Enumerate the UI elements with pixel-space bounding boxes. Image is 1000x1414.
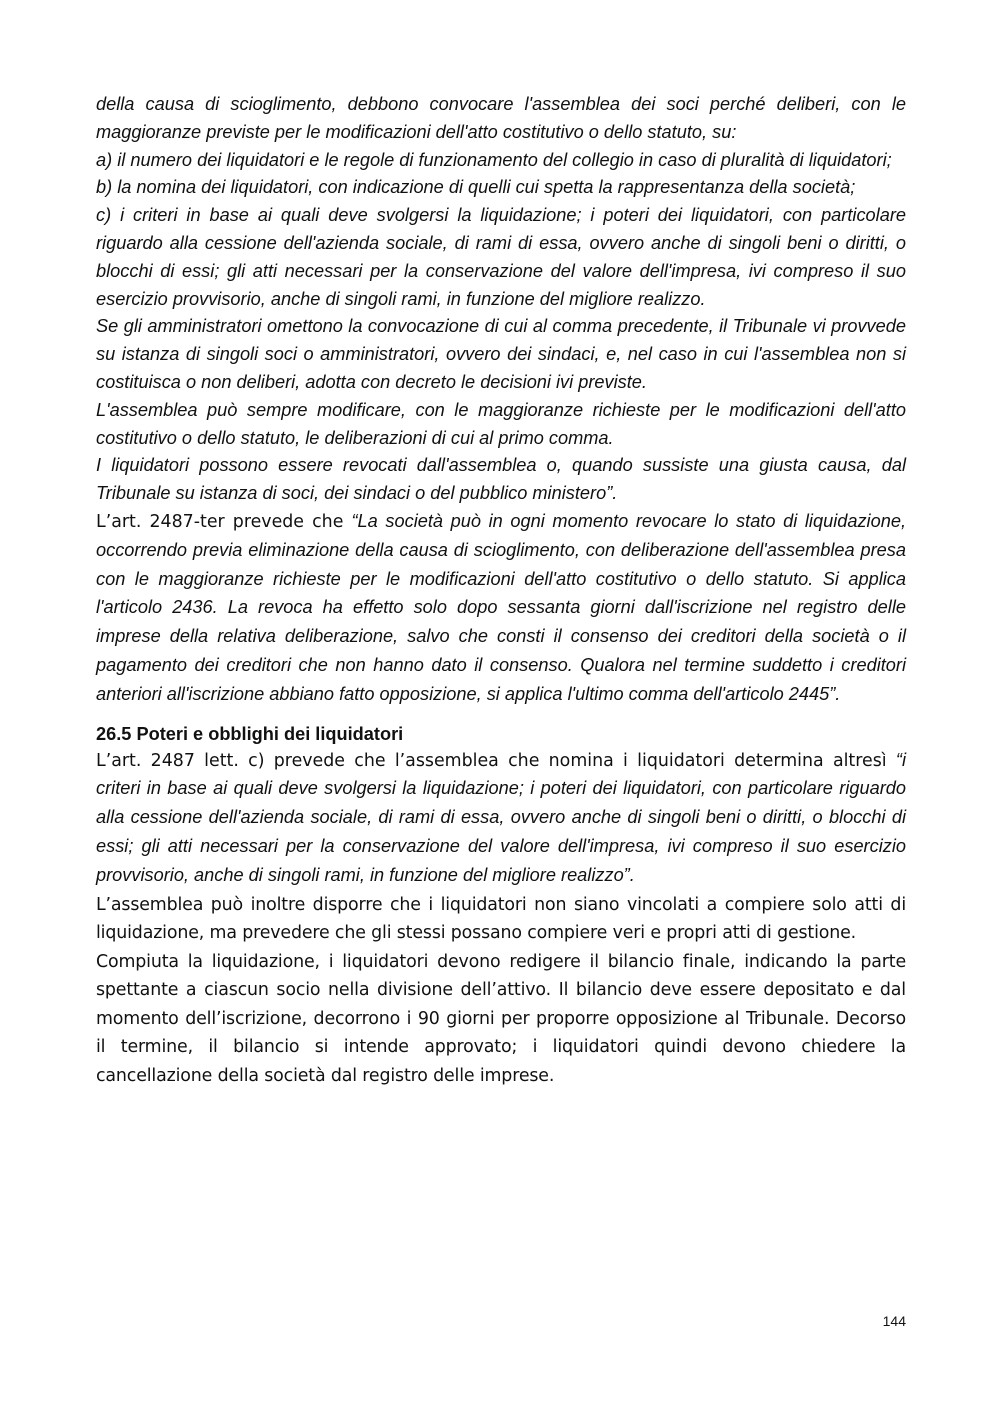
paragraph-atti-gestione: L’assemblea può inoltre disporre che i liquidatori non siano vincolati a compiere solo atti di liquidazione, ma prevedere che gli stessi possano compiere veri e propri atti di gestione.: [96, 894, 906, 944]
paragraph-art-2487-c: [96, 747, 906, 891]
art-2487-c-quote: “i criteri in base ai quali deve svolgersi la liquidazione; i poteri dei liquidatori, con particolare riguardo alla cessione dell'azienda sociale, di rami di essa, ovvero anche di singoli beni o diritti, o blocchi di essi; gli atti necessari per la conservazione del valore dell'impresa, ivi compreso il suo esercizio provvisorio, anche di singoli rami, in funzione del migliore realizzo”.: [96, 749, 906, 885]
paragraph-modifica: L'assemblea può sempre modificare, con le maggioranze richieste per le modificazioni dell'atto costitutivo o dello statuto, le deliberazioni di cui al primo comma.: [96, 399, 906, 448]
paragraph-bilancio-finale: Compiuta la liquidazione, i liquidatori devono redigere il bilancio finale, indicando la parte spettante a ciascun socio nella divisione dell’attivo. Il bilancio deve essere depositato e dal momento dell’iscrizione, decorrono i 90 giorni per proporre opposizione al Tribunale. Decorso il termine, il bilancio si intende approvato; i liquidatori quindi devono chiedere la cancellazione della società dal registro delle imprese.: [96, 951, 906, 1087]
paragraph-art-2487-ter: [96, 508, 906, 710]
document-page: [96, 91, 906, 1091]
art-2487-ter-quote: “La società può in ogni momento revocare lo stato di liquidazione, occorrendo previa eliminazione della causa di scioglimento, con deliberazione dell'assemblea presa con le maggioranze richieste per le modificazioni dell'atto costitutivo o dello statuto. Si applica l'articolo 2436. La revoca ha effetto solo dopo sessanta giorni dall'iscrizione nel registro delle imprese della relativa deliberazione, salvo che consti il consenso dei creditori della società o il pagamento dei creditori che non hanno dato il consenso. Qualora nel termine suddetto i creditori anteriori all'iscrizione abbiano fatto opposizione, si applica l'ultimo comma dell'articolo 2445”.: [96, 510, 906, 704]
list-item-c: c) i criteri in base ai quali deve svolgersi la liquidazione; i poteri dei liquidatori, con particolare riguardo alla cessione dell'azienda sociale, di rami di essa, ovvero anche di singoli beni o diritti, o blocchi di essi; gli atti necessari per la conservazione del valore dell'impresa, ivi compreso il suo esercizio provvisorio, anche di singoli rami, in funzione del migliore realizzo.: [96, 205, 906, 309]
paragraph-tribunale: Se gli amministratori omettono la convocazione di cui al comma precedente, il Tribunale vi provvede su istanza di singoli soci o amministratori, ovvero dei sindaci, e, nel caso in cui l'assemblea non si costituisca o non deliberi, adotta con decreto le decisioni ivi previste.: [96, 316, 906, 392]
section-heading: 26.5 Poteri e obblighi dei liquidatori: [96, 723, 404, 744]
paragraph-revoca-liquidatori: I liquidatori possono essere revocati dall'assemblea o, quando sussiste una giusta causa, dal Tribunale su istanza di soci, dei sindaci o del pubblico ministero”.: [96, 455, 906, 504]
paragraph-convocazione: della causa di scioglimento, debbono convocare l'assemblea dei soci perché deliberi, con le maggioranze previste per le modificazioni dell'atto costitutivo o dello statuto, su:: [96, 94, 906, 142]
list-item-a: a) il numero dei liquidatori e le regole di funzionamento del collegio in caso di pluralità di liquidatori;: [96, 149, 892, 170]
art-2487-c-lead: L’art. 2487 lett. c) prevede che l’assemblea che nomina i liquidatori determina altresì: [96, 750, 896, 771]
art-2487-ter-lead: L’art. 2487-ter prevede che: [96, 511, 352, 532]
list-item-b: b) la nomina dei liquidatori, con indicazione di quelli cui spetta la rappresentanza della società;: [96, 177, 856, 198]
page-number: 144: [882, 1313, 906, 1329]
